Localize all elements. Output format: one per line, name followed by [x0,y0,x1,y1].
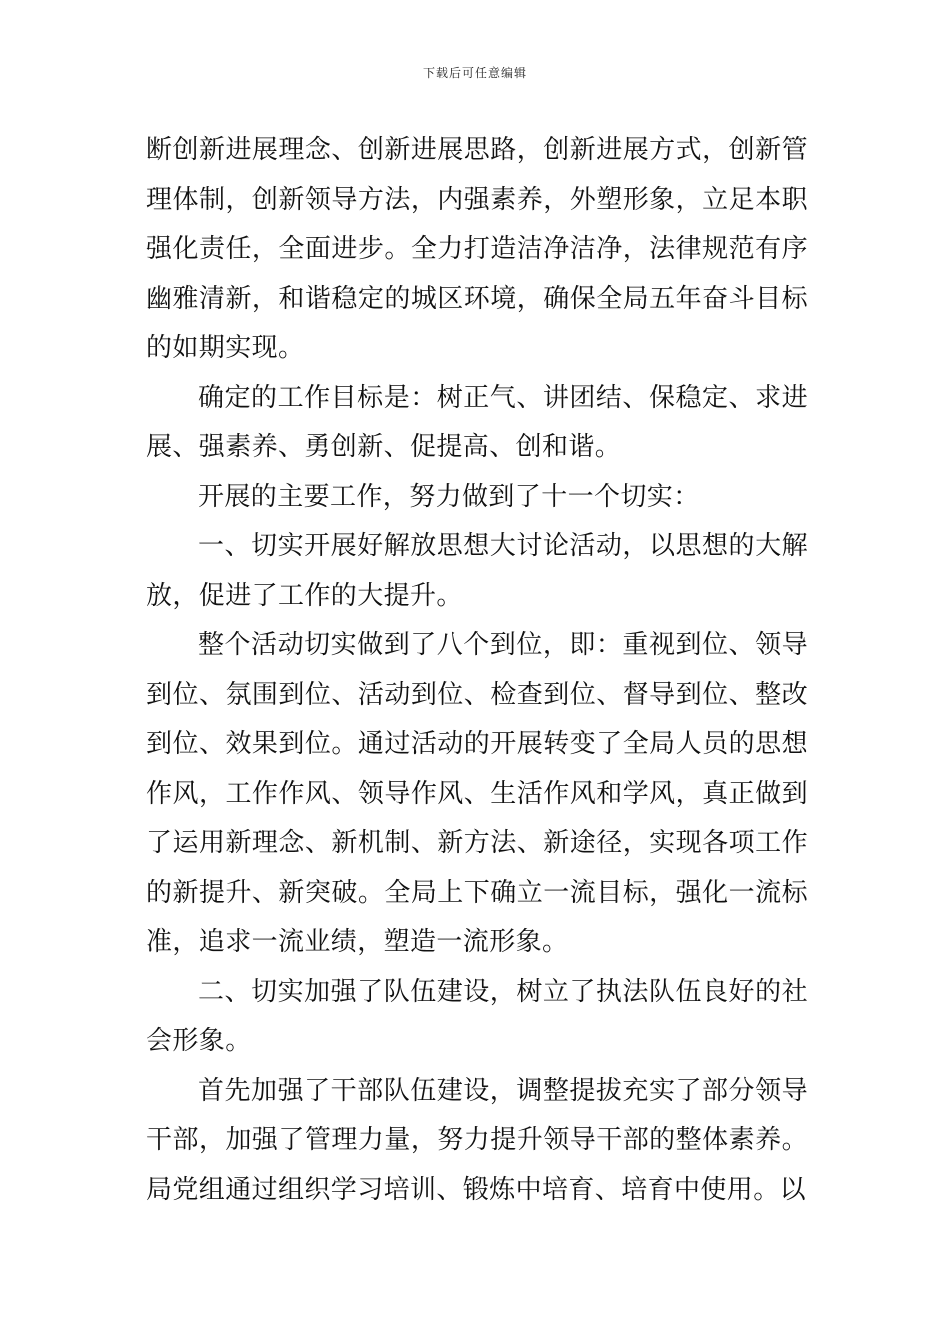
paragraph-4: 一、切实开展好解放思想大讨论活动，以思想的大解放，促进了工作的大提升。 [146,531,808,611]
paragraph-2: 确定的工作目标是：树正气、讲团结、保稳定、求进展、强素养、勇创新、促提高、创和谐。 [146,382,808,462]
document-body [146,126,808,1215]
paragraph-5: 整个活动切实做到了八个到位，即：重视到位、领导到位、氛围到位、活动到位、检查到位、督导到位、整改到位、效果到位。通过活动的开展转变了全局人员的思想作风，工作作风、领导作风、生活作风和学风，真正做到了运用新理念、新机制、新方法、新途径，实现各项工作的新提升、新突破。全局上下确立一流目标，强化一流标准，追求一流业绩，塑造一流形象。 [146,630,808,957]
paragraph-1: 断创新进展理念、创新进展思路，创新进展方式，创新管理体制，创新领导方法，内强素养，外塑形象，立足本职强化责任，全面进步。全力打造洁净洁净，法律规范有序幽雅清新，和谐稳定的城区环境，确保全局五年奋斗目标的如期实现。 [146,135,808,363]
page-header: 下载后可任意编辑 [422,66,527,80]
paragraph-3: 开展的主要工作，努力做到了十一个切实： [198,481,700,512]
paragraph-7: 首先加强了干部队伍建设，调整提拔充实了部分领导干部，加强了管理力量，努力提升领导干部的整体素养。局党组通过组织学习培训、锻炼中培育、培育中使用。以 [146,1075,808,1205]
paragraph-6: 二、切实加强了队伍建设，树立了执法队伍良好的社会形象。 [146,976,808,1056]
